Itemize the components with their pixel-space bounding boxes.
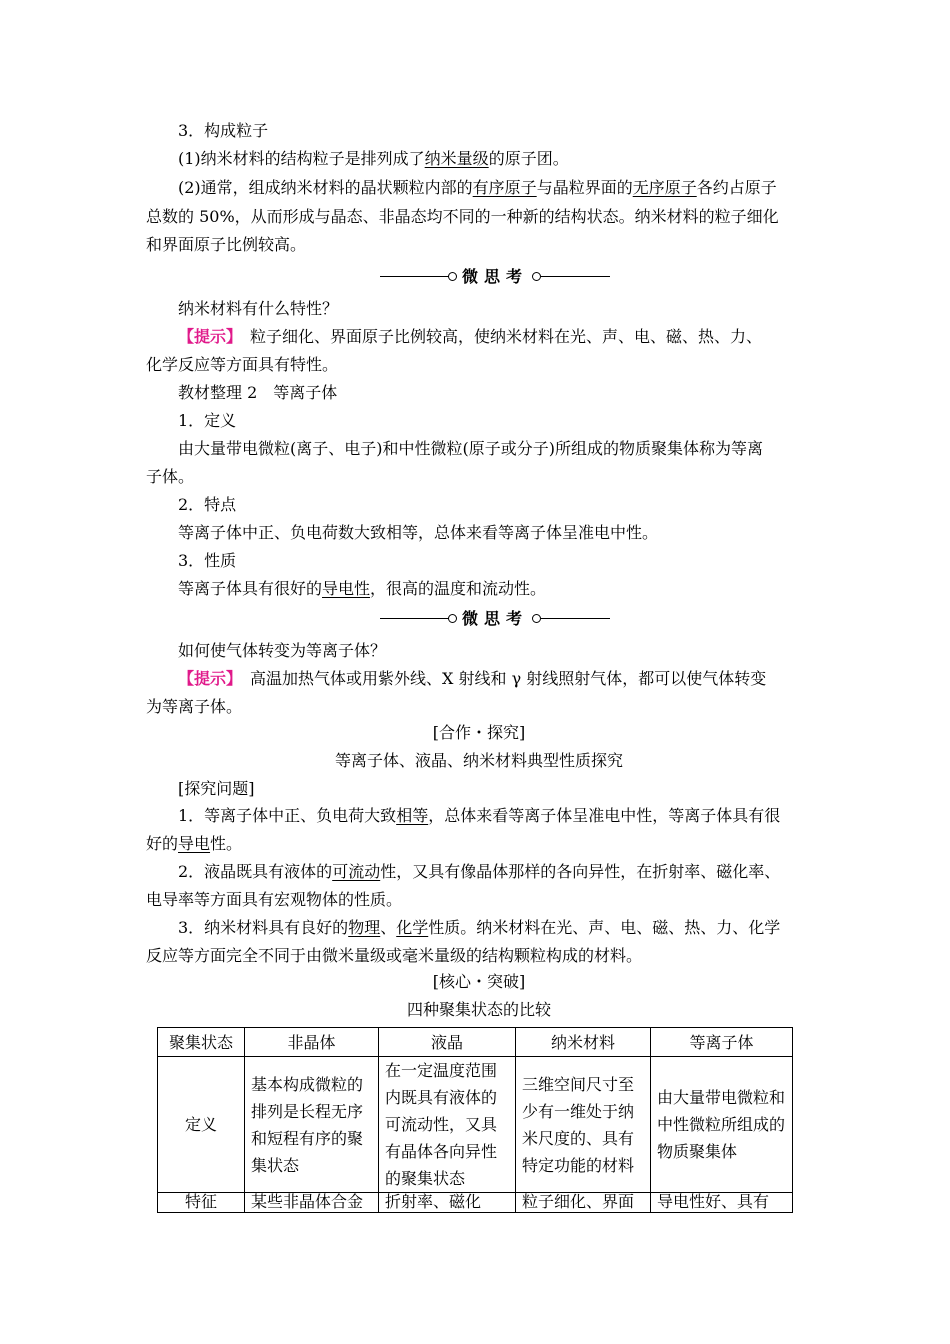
answer-continuation: 为等离子体。 xyxy=(146,697,243,716)
table-row-label: 定义 xyxy=(158,1057,245,1193)
think-divider: 微思考 xyxy=(380,265,610,289)
answer: 【提示】 粒子细化、界面原子比例较高，使纳米材料在光、声、电、磁、热、力、 xyxy=(178,327,763,346)
answer-continuation: 化学反应等方面具有特性。 xyxy=(146,355,339,374)
questions-label: [探究问题] xyxy=(178,779,255,798)
core-bracket: [核心・突破] xyxy=(432,972,526,991)
table-header-cell: 纳米材料 xyxy=(516,1028,651,1057)
table-cell: 粒子细化、界面 xyxy=(516,1193,651,1213)
divider-dot-icon xyxy=(532,614,541,623)
table-cell: 某些非晶体合金 xyxy=(245,1193,379,1213)
table-header-cell: 非晶体 xyxy=(245,1028,379,1057)
table-cell: 折射率、磁化 xyxy=(379,1193,516,1213)
explore-bracket: [合作・探究] xyxy=(432,723,526,742)
table-header-cell: 等离子体 xyxy=(651,1028,793,1057)
explore-item-continuation: 反应等方面完全不同于由微米量级或毫米量级的结构颗粒构成的材料。 xyxy=(146,946,643,965)
tip-label: 【提示】 xyxy=(178,327,235,346)
table-cell: 导电性好、具有 xyxy=(651,1193,793,1213)
table-row xyxy=(158,1057,793,1193)
underlined-answer: 导电 xyxy=(178,834,211,853)
underlined-answer: 纳米量级 xyxy=(424,149,489,168)
table-title: 四种聚集状态的比较 xyxy=(406,1000,551,1019)
paragraph: 等离子体具有很好的导电性，很高的温度和流动性。 xyxy=(178,579,547,598)
table-header-row xyxy=(158,1028,793,1057)
paragraph-continuation: 总数的 50%，从而形成与晶态、非晶态均不同的一种新的结构状态。纳米材料的粒子细化 xyxy=(146,207,779,226)
explore-item-continuation: 好的导电性。 xyxy=(146,834,243,853)
underlined-answer: 无序原子 xyxy=(632,178,697,197)
comparison-table xyxy=(157,1027,793,1213)
section-heading: 2．特点 xyxy=(178,495,237,514)
section-heading: 3．性质 xyxy=(178,551,237,570)
explore-item: 1．等离子体中正、负电荷大致相等，总体来看等离子体呈准电中性，等离子体具有很 xyxy=(178,806,781,825)
explore-item-continuation: 电导率等方面具有宏观物体的性质。 xyxy=(146,890,403,909)
paragraph: (2)通常，组成纳米材料的晶状颗粒内部的有序原子与晶粒界面的无序原子各约占原子 xyxy=(178,178,777,197)
paragraph-continuation: 子体。 xyxy=(146,467,195,486)
paragraph-continuation: 和界面原子比例较高。 xyxy=(146,235,307,254)
table-cell: 三维空间尺寸至少有一维处于纳米尺度的、具有特定功能的材料 xyxy=(516,1057,651,1193)
divider-dot-icon xyxy=(532,272,541,281)
table-header-cell: 聚集状态 xyxy=(158,1028,245,1057)
question: 如何使气体转变为等离子体？ xyxy=(178,641,387,660)
paragraph: 等离子体中正、负电荷数大致相等，总体来看等离子体呈准电中性。 xyxy=(178,523,659,542)
paragraph: 由大量带电微粒(离子、电子)和中性微粒(原子或分子)所组成的物质聚集体称为等离 xyxy=(178,439,763,458)
tip-label: 【提示】 xyxy=(178,669,235,688)
underlined-answer: 有序原子 xyxy=(472,178,537,197)
answer: 【提示】 高温加热气体或用紫外线、X 射线和 γ 射线照射气体，都可以使气体转变 xyxy=(178,669,767,688)
table-cell: 在一定温度范围内既具有液体的可流动性，又具有晶体各向异性的聚集状态 xyxy=(379,1057,516,1193)
underlined-answer: 化学 xyxy=(396,918,429,937)
underlined-answer: 相等 xyxy=(396,806,429,825)
underlined-answer: 导电性 xyxy=(322,579,371,598)
paragraph: (1)纳米材料的结构粒子是排列成了纳米量级的原子团。 xyxy=(178,149,569,168)
table-row xyxy=(158,1193,793,1213)
explore-item: 2．液晶既具有液体的可流动性，又具有像晶体那样的各向异性，在折射率、磁化率、 xyxy=(178,862,781,881)
section-title: 教材整理 2 等离子体 xyxy=(178,383,338,402)
explore-title: 等离子体、液晶、纳米材料典型性质探究 xyxy=(334,751,623,770)
table-row-label: 特征 xyxy=(158,1193,245,1213)
table-cell: 由大量带电微粒和中性微粒所组成的物质聚集体 xyxy=(651,1057,793,1193)
underlined-answer: 可流动 xyxy=(332,862,381,881)
section-heading: 3．构成粒子 xyxy=(178,121,269,140)
section-heading: 1．定义 xyxy=(178,411,237,430)
question: 纳米材料有什么特性？ xyxy=(178,299,339,318)
table-header-cell: 液晶 xyxy=(379,1028,516,1057)
table-cell: 基本构成微粒的排列是长程无序和短程有序的聚集状态 xyxy=(245,1057,379,1193)
underlined-answer: 物理 xyxy=(348,918,381,937)
explore-item: 3．纳米材料具有良好的物理、化学性质。纳米材料在光、声、电、磁、热、力、化学 xyxy=(178,918,781,937)
think-divider: 微思考 xyxy=(380,607,610,631)
